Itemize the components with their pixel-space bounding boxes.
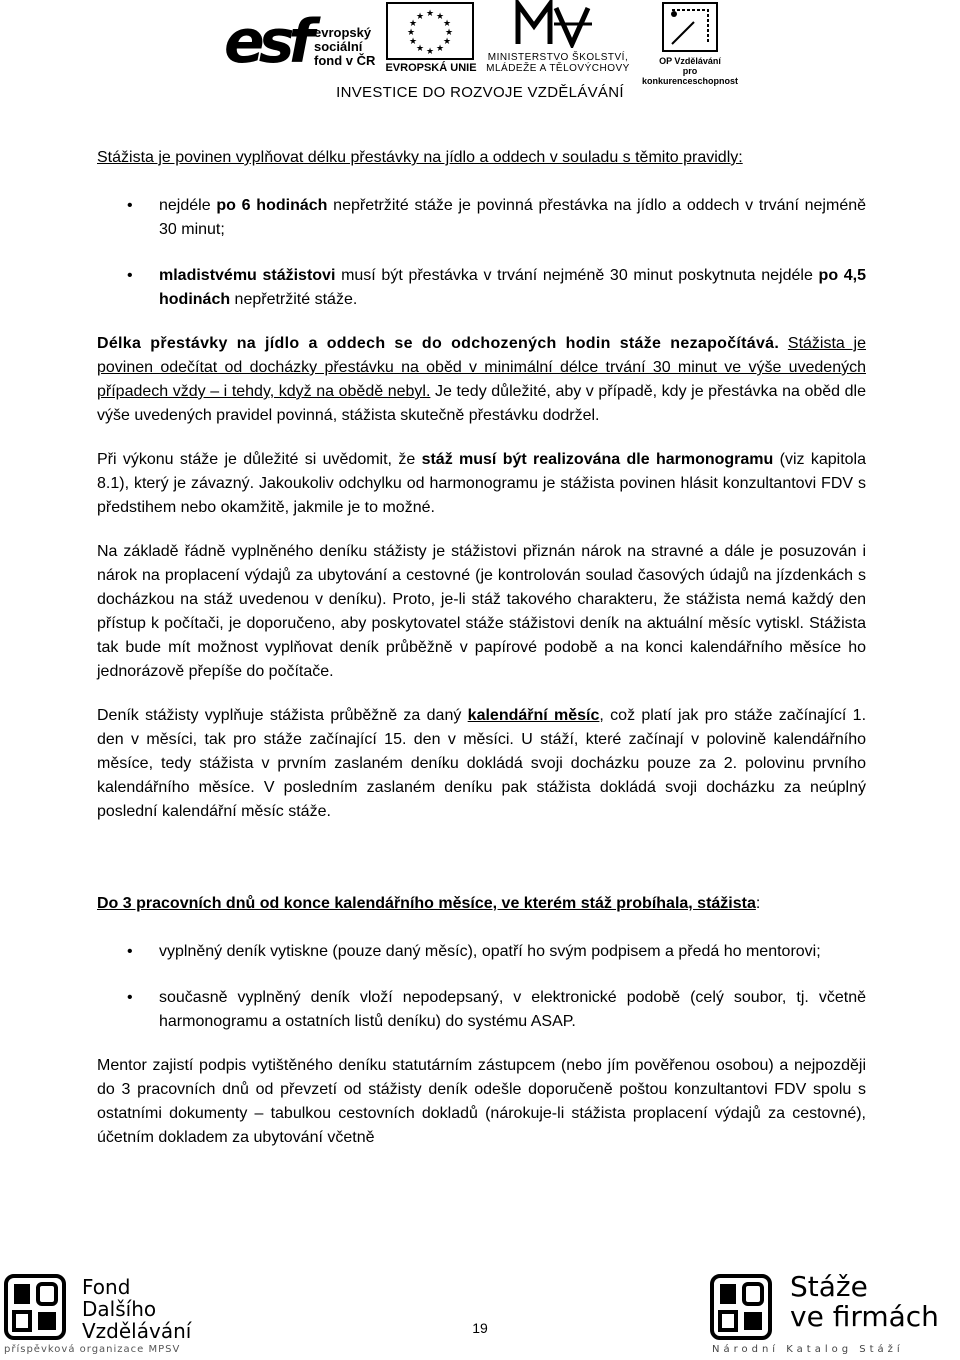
harmonogram-paragraph: Při výkonu stáže je důležité si uvědomit, že stáž musí být realizována dle harmonogramu (viz kapitola 8.1), který je závazný. Jakoukoliv odchylku od harmonogramu je stážista povinen hlásit konzultantovi FDV s předstihem nebo okamžitě, jakmile je to možné. [97,451,867,516]
list-item: • současně vyplněný deník vloží nepodepsaný, v elektronické podobě (celý soubor, tj. včetně harmonogramu a ostatních listů deníku) do systému ASAP. [97,986,866,1034]
svg-text:★: ★ [435,44,445,54]
fdv-logo-icon [4,1274,66,1340]
staze-subtitle: Národní Katalog Stáží [712,1344,904,1355]
stravne-paragraph: Na základě řádně vyplněného deníku stážisty je stážistovi přiznán nárok na stravné a dále je posuzován i nárok na proplacení výdajů za ubytování a cestovné (je kontrolován soulad časových údajů na jízdenkách s docházkou na stáž uvedenou v deníku). Proto, je-li stáž takového charakteru, že stážista nemá každý den přístup k počítači, je doporučeno, aby poskytovatel stáže stážistovi deník na aktuální měsíc vytiskl. Stážista tak bude mít možnost vyplňovat deník průběžně v papírové podobě a na konci kalendářního měsíce ho jednorázově přepíše do počítače. [97,543,866,680]
eu-logo [384,2,478,78]
eu-label: EVROPSKÁ UNIE [385,62,477,74]
svg-text:★: ★ [444,28,454,38]
page-footer [0,1270,960,1360]
svg-text:★: ★ [408,19,418,29]
denik-paragraph: Deník stážisty vyplňuje stážista průběžně za daný kalendářní měsíc, což platí jak pro stáže začínající 1. den v měsíci, tak pro stáže začínající 15. den v měsíci. U stáží, které začínají v polovině kalendářního měsíce, tedy stážista v prvním zaslaném deníku dokládá svoji docházku pouze za 2. polovinu prvního kalendářního měsíce. V posledním zaslaném deníku pak stážista dokládá svoji docházku za neúplný poslední kalendářní měsíc stáže. [97,707,867,820]
page-content [97,146,866,1150]
svg-text:★: ★ [442,19,452,29]
intro-paragraph: Stážista je povinen vyplňovat délku přestávky na jídlo a oddech v souladu s těmito pravidly: [97,149,743,166]
msmt-text: MINISTERSTVO ŠKOLSTVÍ, MLÁDEŽE A TĚLOVÝCHOVY [486,52,630,74]
op-text: OP Vzdělávání pro konkurenceschopnost [641,56,739,86]
svg-text:★: ★ [406,28,416,38]
steps-list [97,940,866,1034]
op-vzdelavani-logo [638,0,742,86]
list-item: • nejdéle po 6 hodinách nepřetržité stáže je povinná přestávka na jídlo a oddech v trvání nejméně 30 minut; [97,194,866,242]
svg-text:★: ★ [408,37,418,47]
break-paragraph: Délka přestávky na jídlo a oddech se do odchozených hodin stáže nezapočítává. Stážista je povinen odečítat od docházky přestávku na oběd v minimální délce trvání 30 minut ve výše uvedených případech vždy – i tehdy, když na obědě nebyl. Je tedy důležité, aby v případě, kdy je přestávka na oběd dle výše uvedených pravidel povinná, stážista skutečně přestávku dodržel. [97,335,867,424]
svg-text:★: ★ [442,37,452,47]
esf-text: evropský sociální fond v ČR [314,25,376,68]
staze-logo-icon [710,1274,772,1340]
page-number: 19 [472,1320,488,1336]
page-header [0,0,960,110]
mentor-paragraph: Mentor zajistí podpis vytištěného deníku statutárním zástupcem (nebo jím pověřenou osobou) a nejpozději do 3 pracovních dnů od převzetí od stážisty deník odešle doporučeně poštou konzultantovi FDV spolu s ostatními dokumenty – tabulkou cestovních dokladů (nárokuje-li stážista proplacení výdajů za cestovné), účetním dokladem za ubytování včetně [97,1057,866,1146]
staze-name: Stáže ve firmách [790,1270,939,1333]
svg-text:★: ★ [425,9,435,19]
msmt-logo [478,0,638,80]
msmt-mark-icon [514,0,594,48]
list-item: • vyplněný deník vytiskne (pouze daný měsíc), opatří ho svým podpisem a předá ho mentorovi; [97,940,866,964]
fdv-subtitle: příspěvková organizace MPSV [4,1344,181,1355]
svg-text:★: ★ [415,44,425,54]
list-item: • mladistvému stážistovi musí být přestávka v trvání nejméně 30 minut poskytnuta nejdéle po 4,5 hodinách nepřetržité stáže. [97,264,866,312]
svg-text:★: ★ [415,12,425,22]
esf-logo [224,6,384,78]
fdv-name: Fond Dalšího Vzdělávání [82,1275,192,1343]
esf-mark: esf [224,7,309,77]
svg-text:★: ★ [425,47,435,57]
section-heading: Do 3 pracovních dnů od konce kalendářního měsíce, ve kterém stáž probíhala, stážista: [97,895,761,912]
op-mark-icon [662,2,718,52]
eu-flag-icon [386,2,474,60]
svg-text:★: ★ [435,12,445,22]
rules-list [97,194,866,312]
investice-slogan: INVESTICE DO ROZVOJE VZDĚLÁVÁNÍ [336,84,624,101]
